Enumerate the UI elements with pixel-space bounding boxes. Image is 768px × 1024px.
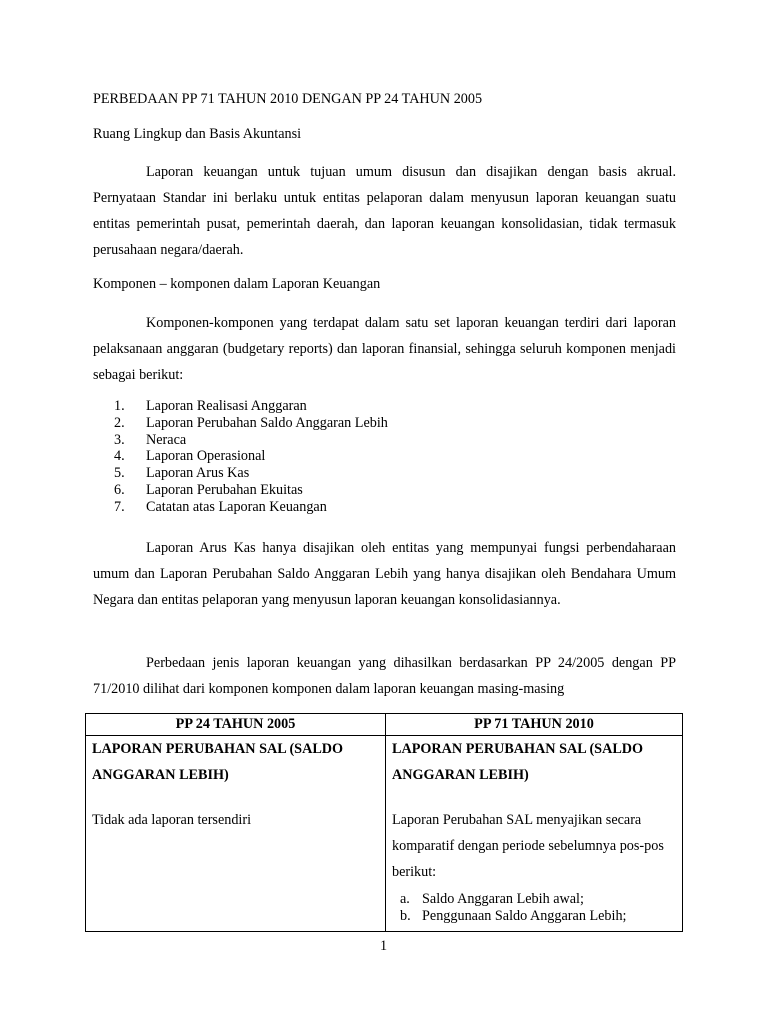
comparison-table	[85, 713, 683, 932]
cell-title: LAPORAN PERUBAHAN SAL (SALDO ANGGARAN LEBIH)	[392, 741, 644, 783]
paragraph-components: Komponen-komponen yang terdapat dalam satu set laporan keuangan terdiri dari laporan pelaksanaan anggaran (budgetary reports) dan laporan finansial, sehingga seluruh komponen menjadi sebagai berikut:	[93, 315, 676, 383]
table-cell-pp71	[386, 736, 683, 932]
list-item: a. Saldo Anggaran Lebih awal;	[400, 891, 584, 907]
paragraph-cash-flow: Laporan Arus Kas hanya disajikan oleh entitas yang mempunyai fungsi perbendaharaan umum dan Laporan Perubahan Saldo Anggaran Lebih yang hanya disajikan oleh Bendahara Umum Negara dan entitas pelaporan yang menyusun laporan keuangan konsolidasiannya.	[93, 540, 676, 608]
cell-title: LAPORAN PERUBAHAN SAL (SALDO ANGGARAN LEBIH)	[92, 741, 344, 783]
table-cell-pp24	[86, 736, 386, 932]
page-number: 1	[380, 938, 388, 954]
sal-items-list	[392, 891, 676, 925]
table-header-pp71: PP 71 TAHUN 2010	[386, 714, 683, 736]
section-heading-components: Komponen – komponen dalam Laporan Keuangan	[93, 276, 381, 292]
paragraph-scope: Laporan keuangan untuk tujuan umum disusun dan disajikan dengan basis akrual. Pernyataan Standar ini berlaku untuk entitas pelaporan dalam menyusun laporan keuangan suatu entitas pemerintah pusat, pemerintah daerah, dan laporan keuangan konsolidasian, tidak termasuk perusahaan negara/daerah.	[93, 164, 676, 258]
cell-text: Laporan Perubahan SAL menyajikan secara komparatif dengan periode sebelumnya pos-pos berikut:	[392, 812, 664, 880]
table-header-pp24: PP 24 TAHUN 2005	[86, 714, 386, 736]
document-title: PERBEDAAN PP 71 TAHUN 2010 DENGAN PP 24 TAHUN 2005	[93, 91, 483, 107]
list-item: b. Penggunaan Saldo Anggaran Lebih;	[400, 908, 627, 924]
paragraph-difference: Perbedaan jenis laporan keuangan yang dihasilkan berdasarkan PP 24/2005 dengan PP 71/2010 dilihat dari komponen komponen dalam laporan keuangan masing-masing	[93, 655, 676, 697]
document-page: PERBEDAAN PP 71 TAHUN 2010 DENGAN PP 24 TAHUN 2005 Ruang Lingkup dan Basis Akuntansi Laporan keuangan untuk tujuan umum disusun dan disajikan dengan basis akrual. Pernyataan Standar ini berlaku untuk entitas pelaporan dalam menyusun laporan keuangan suatu entitas pemerintah pusat, pemerintah daerah, dan laporan keuangan konsolidasian, tidak termasuk perusahaan negara/daerah. Komponen – komponen dalam Laporan Keuangan Komponen-komponen yang terdapat dalam satu set laporan keuangan terdiri dari laporan pelaksanaan anggaran (budgetary reports) dan laporan finansial, sehingga seluruh komponen menjadi sebagai berikut: 1. Laporan Realisasi Anggaran 2. Laporan Perubahan Saldo Anggaran Lebih 3. Neraca 4. Laporan Operasional 5. Laporan Arus Kas 6. Laporan Perubahan Ekuitas 7. Catatan atas Laporan Keuangan Laporan Arus Kas hanya disajikan oleh entitas yang mempunyai fungsi perbendaharaan umum dan Laporan Perubahan Saldo Anggaran Lebih yang hanya disajikan oleh Bendahara Umum Negara dan entitas pelaporan yang menyusun laporan keuangan konsolidasiannya. Perbedaan jenis laporan keuangan yang dihasilkan berdasarkan PP 24/2005 dengan PP 71/2010 dilihat dari komponen komponen dalam laporan keuangan masing-masing PP 24 TAHUN 2005 PP 71 TAHUN 2010 LAPORAN PERUBAHAN SAL (SALDO ANGGARAN LEBIH) Tidak ada laporan tersendiri LAPORAN PERUBAHAN SAL (SALDO ANGGARAN LEBIH) Laporan Perubahan SAL menyajikan secara komparatif dengan periode sebelumnya pos-pos berikut: a. Saldo Anggaran Lebih awal; b. Penggunaan Saldo Anggaran Lebih; 1	[0, 0, 768, 1024]
section-heading-scope: Ruang Lingkup dan Basis Akuntansi	[93, 126, 302, 142]
cell-text: Tidak ada laporan tersendiri	[92, 812, 252, 828]
